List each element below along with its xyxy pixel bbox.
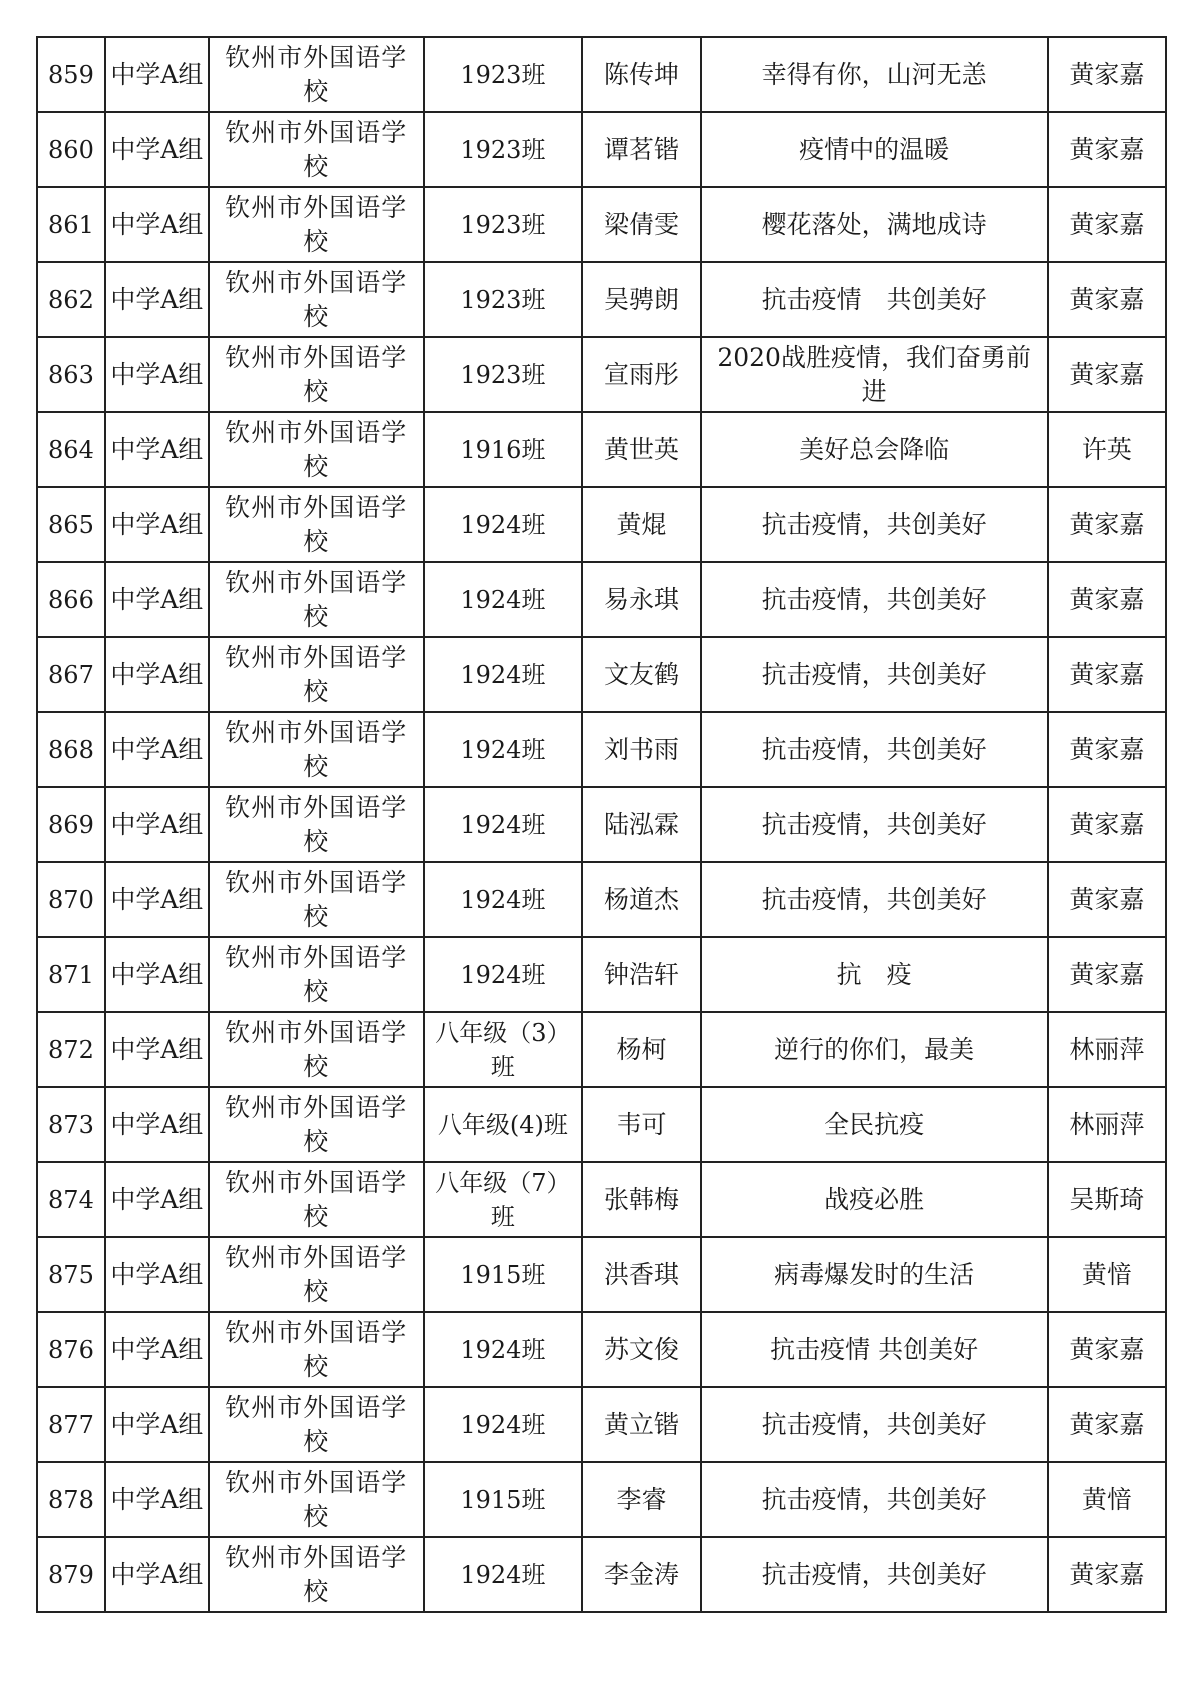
group-cell: 中学A组 <box>105 1012 209 1087</box>
work-title-cell: 抗击疫情，共创美好 <box>701 1462 1048 1537</box>
teacher-cell: 黄愔 <box>1048 1237 1166 1312</box>
student-name-cell: 吴骋朗 <box>582 262 700 337</box>
table-row <box>37 1087 1166 1162</box>
student-name-cell: 钟浩轩 <box>582 937 700 1012</box>
school-cell: 钦州市外国语学校 <box>209 187 424 262</box>
table-row <box>37 1237 1166 1312</box>
class-cell: 1923班 <box>424 37 583 112</box>
school-cell: 钦州市外国语学校 <box>209 1162 424 1237</box>
entry-number-cell: 862 <box>37 262 105 337</box>
class-cell: 1924班 <box>424 1312 583 1387</box>
group-cell: 中学A组 <box>105 1162 209 1237</box>
entry-number-cell: 867 <box>37 637 105 712</box>
group-cell: 中学A组 <box>105 1462 209 1537</box>
student-name-cell: 陈传坤 <box>582 37 700 112</box>
teacher-cell: 黄家嘉 <box>1048 1387 1166 1462</box>
group-cell: 中学A组 <box>105 37 209 112</box>
entry-number-cell: 863 <box>37 337 105 412</box>
school-cell: 钦州市外国语学校 <box>209 937 424 1012</box>
table-row <box>37 187 1166 262</box>
entry-number-cell: 879 <box>37 1537 105 1612</box>
work-title-cell: 抗击疫情，共创美好 <box>701 1387 1048 1462</box>
entry-number-cell: 864 <box>37 412 105 487</box>
class-cell: 八年级（3）班 <box>424 1012 583 1087</box>
entry-number-cell: 870 <box>37 862 105 937</box>
student-name-cell: 谭茗锴 <box>582 112 700 187</box>
group-cell: 中学A组 <box>105 1537 209 1612</box>
class-cell: 1923班 <box>424 112 583 187</box>
table-row <box>37 487 1166 562</box>
table-row <box>37 1312 1166 1387</box>
group-cell: 中学A组 <box>105 112 209 187</box>
entry-number-cell: 875 <box>37 1237 105 1312</box>
table-row <box>37 37 1166 112</box>
entry-number-cell: 877 <box>37 1387 105 1462</box>
group-cell: 中学A组 <box>105 712 209 787</box>
entry-number-cell: 860 <box>37 112 105 187</box>
school-cell: 钦州市外国语学校 <box>209 412 424 487</box>
work-title-cell: 抗击疫情，共创美好 <box>701 637 1048 712</box>
group-cell: 中学A组 <box>105 787 209 862</box>
school-cell: 钦州市外国语学校 <box>209 1387 424 1462</box>
student-name-cell: 梁倩雯 <box>582 187 700 262</box>
entries-table-body <box>37 37 1166 1612</box>
teacher-cell: 许英 <box>1048 412 1166 487</box>
table-row <box>37 1012 1166 1087</box>
table-row <box>37 412 1166 487</box>
table-row <box>37 937 1166 1012</box>
school-cell: 钦州市外国语学校 <box>209 637 424 712</box>
school-cell: 钦州市外国语学校 <box>209 1087 424 1162</box>
student-name-cell: 黄立锴 <box>582 1387 700 1462</box>
class-cell: 1915班 <box>424 1237 583 1312</box>
work-title-cell: 逆行的你们，最美 <box>701 1012 1048 1087</box>
class-cell: 1924班 <box>424 1387 583 1462</box>
class-cell: 八年级(4)班 <box>424 1087 583 1162</box>
group-cell: 中学A组 <box>105 1237 209 1312</box>
group-cell: 中学A组 <box>105 562 209 637</box>
class-cell: 1916班 <box>424 412 583 487</box>
work-title-cell: 抗击疫情，共创美好 <box>701 862 1048 937</box>
school-cell: 钦州市外国语学校 <box>209 712 424 787</box>
table-row <box>37 712 1166 787</box>
class-cell: 1924班 <box>424 487 583 562</box>
school-cell: 钦州市外国语学校 <box>209 487 424 562</box>
table-row <box>37 637 1166 712</box>
group-cell: 中学A组 <box>105 862 209 937</box>
student-name-cell: 黄焜 <box>582 487 700 562</box>
teacher-cell: 黄家嘉 <box>1048 787 1166 862</box>
work-title-cell: 幸得有你，山河无恙 <box>701 37 1048 112</box>
table-row <box>37 262 1166 337</box>
class-cell: 1924班 <box>424 1537 583 1612</box>
work-title-cell: 病毒爆发时的生活 <box>701 1237 1048 1312</box>
work-title-cell: 抗击疫情，共创美好 <box>701 787 1048 862</box>
group-cell: 中学A组 <box>105 1087 209 1162</box>
group-cell: 中学A组 <box>105 1387 209 1462</box>
group-cell: 中学A组 <box>105 637 209 712</box>
table-row <box>37 1387 1166 1462</box>
entry-number-cell: 878 <box>37 1462 105 1537</box>
entry-number-cell: 869 <box>37 787 105 862</box>
student-name-cell: 杨道杰 <box>582 862 700 937</box>
group-cell: 中学A组 <box>105 412 209 487</box>
school-cell: 钦州市外国语学校 <box>209 1237 424 1312</box>
entry-number-cell: 865 <box>37 487 105 562</box>
teacher-cell: 黄家嘉 <box>1048 112 1166 187</box>
school-cell: 钦州市外国语学校 <box>209 337 424 412</box>
school-cell: 钦州市外国语学校 <box>209 562 424 637</box>
work-title-cell: 樱花落处，满地成诗 <box>701 187 1048 262</box>
table-row <box>37 1537 1166 1612</box>
student-name-cell: 陆泓霖 <box>582 787 700 862</box>
school-cell: 钦州市外国语学校 <box>209 112 424 187</box>
teacher-cell: 黄家嘉 <box>1048 712 1166 787</box>
student-name-cell: 苏文俊 <box>582 1312 700 1387</box>
table-row <box>37 862 1166 937</box>
work-title-cell: 抗击疫情，共创美好 <box>701 562 1048 637</box>
work-title-cell: 抗击疫情 共创美好 <box>701 1312 1048 1387</box>
group-cell: 中学A组 <box>105 937 209 1012</box>
student-name-cell: 李金涛 <box>582 1537 700 1612</box>
class-cell: 八年级（7）班 <box>424 1162 583 1237</box>
school-cell: 钦州市外国语学校 <box>209 1462 424 1537</box>
entry-number-cell: 873 <box>37 1087 105 1162</box>
teacher-cell: 吴斯琦 <box>1048 1162 1166 1237</box>
group-cell: 中学A组 <box>105 262 209 337</box>
school-cell: 钦州市外国语学校 <box>209 1012 424 1087</box>
class-cell: 1924班 <box>424 712 583 787</box>
table-row <box>37 1462 1166 1537</box>
teacher-cell: 林丽萍 <box>1048 1012 1166 1087</box>
school-cell: 钦州市外国语学校 <box>209 37 424 112</box>
work-title-cell: 全民抗疫 <box>701 1087 1048 1162</box>
student-name-cell: 刘书雨 <box>582 712 700 787</box>
school-cell: 钦州市外国语学校 <box>209 787 424 862</box>
school-cell: 钦州市外国语学校 <box>209 1537 424 1612</box>
work-title-cell: 抗击疫情，共创美好 <box>701 712 1048 787</box>
student-name-cell: 黄世英 <box>582 412 700 487</box>
work-title-cell: 抗 疫 <box>701 937 1048 1012</box>
student-name-cell: 张韩梅 <box>582 1162 700 1237</box>
table-row <box>37 112 1166 187</box>
teacher-cell: 黄家嘉 <box>1048 637 1166 712</box>
class-cell: 1923班 <box>424 187 583 262</box>
entry-number-cell: 871 <box>37 937 105 1012</box>
teacher-cell: 黄家嘉 <box>1048 37 1166 112</box>
work-title-cell: 2020战胜疫情，我们奋勇前进 <box>701 337 1048 412</box>
teacher-cell: 黄家嘉 <box>1048 937 1166 1012</box>
student-name-cell: 杨柯 <box>582 1012 700 1087</box>
entry-number-cell: 868 <box>37 712 105 787</box>
class-cell: 1923班 <box>424 337 583 412</box>
group-cell: 中学A组 <box>105 487 209 562</box>
student-name-cell: 文友鹤 <box>582 637 700 712</box>
class-cell: 1923班 <box>424 262 583 337</box>
class-cell: 1924班 <box>424 787 583 862</box>
teacher-cell: 黄家嘉 <box>1048 862 1166 937</box>
teacher-cell: 黄家嘉 <box>1048 487 1166 562</box>
teacher-cell: 黄愔 <box>1048 1462 1166 1537</box>
teacher-cell: 林丽萍 <box>1048 1087 1166 1162</box>
entry-number-cell: 874 <box>37 1162 105 1237</box>
class-cell: 1915班 <box>424 1462 583 1537</box>
entry-number-cell: 859 <box>37 37 105 112</box>
class-cell: 1924班 <box>424 937 583 1012</box>
entry-number-cell: 872 <box>37 1012 105 1087</box>
student-name-cell: 易永琪 <box>582 562 700 637</box>
teacher-cell: 黄家嘉 <box>1048 262 1166 337</box>
work-title-cell: 抗击疫情，共创美好 <box>701 1537 1048 1612</box>
class-cell: 1924班 <box>424 637 583 712</box>
school-cell: 钦州市外国语学校 <box>209 1312 424 1387</box>
entry-number-cell: 866 <box>37 562 105 637</box>
teacher-cell: 黄家嘉 <box>1048 1312 1166 1387</box>
work-title-cell: 抗击疫情，共创美好 <box>701 487 1048 562</box>
work-title-cell: 战疫必胜 <box>701 1162 1048 1237</box>
student-name-cell: 李睿 <box>582 1462 700 1537</box>
teacher-cell: 黄家嘉 <box>1048 1537 1166 1612</box>
work-title-cell: 美好总会降临 <box>701 412 1048 487</box>
student-name-cell: 洪香琪 <box>582 1237 700 1312</box>
student-name-cell: 宣雨彤 <box>582 337 700 412</box>
teacher-cell: 黄家嘉 <box>1048 562 1166 637</box>
table-row <box>37 787 1166 862</box>
work-title-cell: 抗击疫情 共创美好 <box>701 262 1048 337</box>
group-cell: 中学A组 <box>105 337 209 412</box>
class-cell: 1924班 <box>424 862 583 937</box>
class-cell: 1924班 <box>424 562 583 637</box>
table-row <box>37 562 1166 637</box>
school-cell: 钦州市外国语学校 <box>209 862 424 937</box>
entries-table <box>36 36 1167 1613</box>
table-row <box>37 1162 1166 1237</box>
work-title-cell: 疫情中的温暖 <box>701 112 1048 187</box>
student-name-cell: 韦可 <box>582 1087 700 1162</box>
teacher-cell: 黄家嘉 <box>1048 187 1166 262</box>
teacher-cell: 黄家嘉 <box>1048 337 1166 412</box>
entry-number-cell: 876 <box>37 1312 105 1387</box>
group-cell: 中学A组 <box>105 1312 209 1387</box>
school-cell: 钦州市外国语学校 <box>209 262 424 337</box>
entry-number-cell: 861 <box>37 187 105 262</box>
table-row <box>37 337 1166 412</box>
group-cell: 中学A组 <box>105 187 209 262</box>
